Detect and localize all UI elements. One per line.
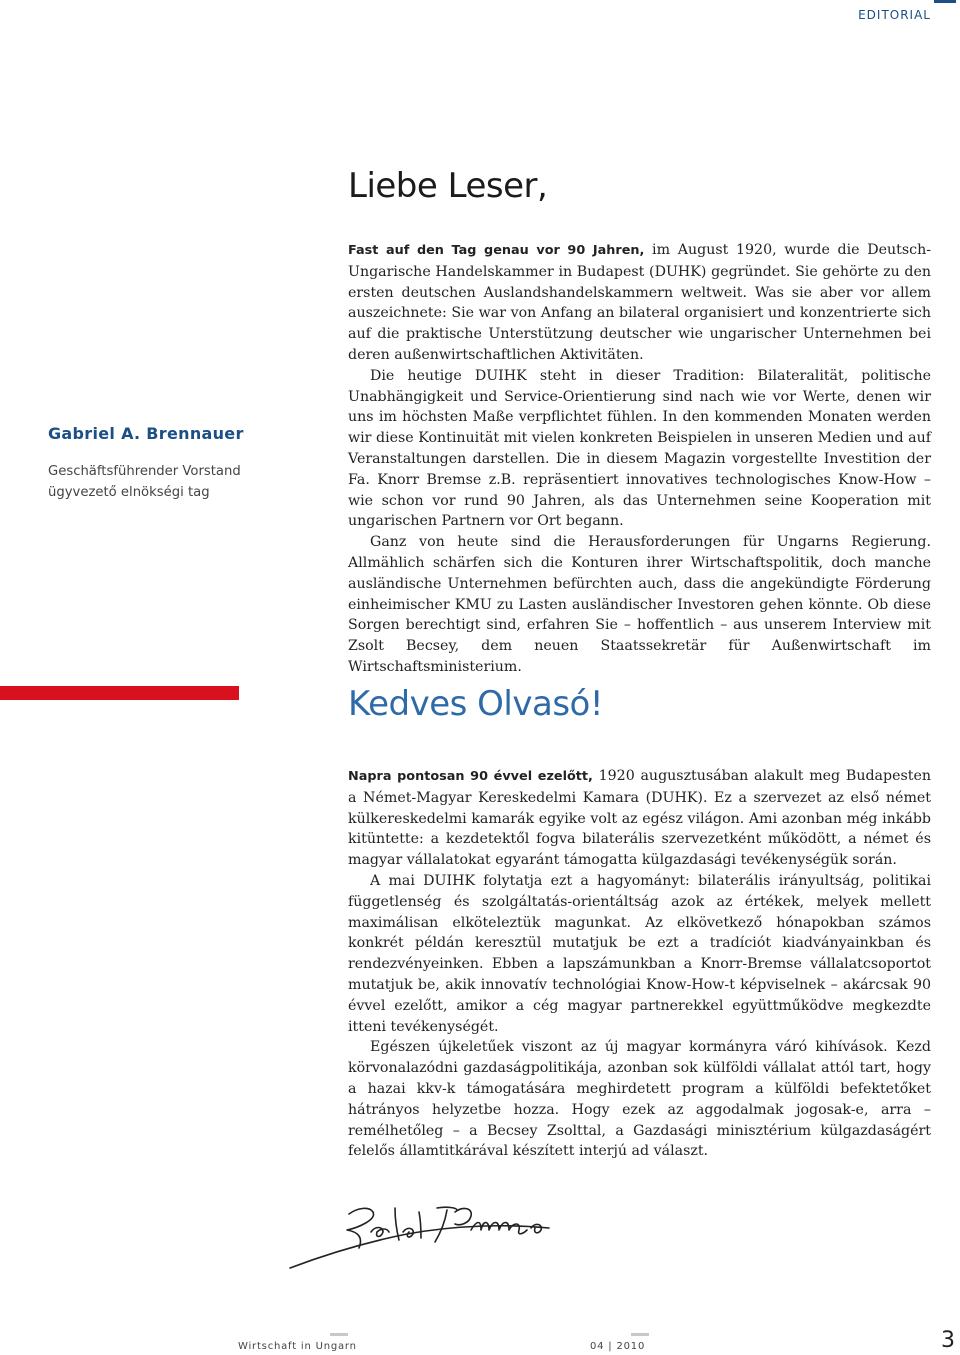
hungarian-body [348,766,931,1162]
hungarian-paragraph-2: A mai DUIHK folytatja ezt a hagyományt: bilaterális irányultság, politikai függetlenség és szolgáltatás-orientáltság azok az értékek, melyek mellett maximálisan elköteleztük magunkat. Az elkövetkező hónapokban számos konkrét példán keresztül mutatjuk be ezt a tradíciót kiadványainkban és rendezvényeinken. Ebben a lapszámunkban a Knorr-Bremse vállalatcsoportot mutatjuk be, akik innovatív technológiai Know-How-t képviselnek – akárcsak 90 évvel ezelőtt, amikor a cég magyar partnerekkel együttműködve megkezdte itteni tevékenységét. [348,872,931,1035]
author-block [48,424,244,503]
german-paragraph-1 [348,240,931,366]
author-name: Gabriel A. Brennauer [48,424,244,443]
header-accent-bar [934,0,956,3]
hungarian-paragraph-1 [348,766,931,871]
german-title: Liebe Leser, [348,166,548,206]
footer-mark-right [631,1333,649,1336]
hungarian-lead: Napra pontosan 90 évvel ezelőtt, [348,769,593,784]
german-paragraph-2: Die heutige DUIHK steht in dieser Tradition: Bilateralität, politische Unabhängigkeit und Service-Orientierung sind nach wie vor Werte, denen wir uns im höchsten Maße verpflichtet fühlen. In den kommenden Monaten werden wir diese Kontinuität mit vielen konkreten Beispielen in unseren Medien und auf Veranstaltungen darstellen. Die in diesem Magazin vorgestellte Investition der Fa. Knorr Bremse z.B. repräsentiert innovatives technologisches Know-How – wie schon vor rund 90 Jahren, als das Unternehmen seine Kooperation mit ungarischen Partnern vor Ort begann. [348,367,931,530]
german-paragraph-1-text: im August 1920, wurde die Deutsch-Ungarische Handelskammer in Budapest (DUHK) gegründet. Sie gehörte zu den ersten deutschen Auslandshandelskammern weltweit. Was sie aber vor allem auszeichnete: Sie war von Anfang an bilateral organisiert und konzentrierte sich auf die praktische Unterstützung deutscher wie ungarischer Unternehmen bei deren außenwirtschaftlichen Aktivitäten. [348,242,932,363]
page-number: 3 [941,1328,955,1353]
footer-mark-left [330,1333,348,1336]
hungarian-title: Kedves Olvasó! [348,684,603,724]
author-role-german: Geschäftsführender Vorstand [48,464,241,479]
section-label: EDITORIAL [858,8,931,22]
hungarian-paragraph-1-text: 1920 augusztusában alakult meg Budapesten a Német-Magyar Kereskedelmi Kamara (DUHK). Ez a szervezet az első német külkereskedelmi kamarák egyike volt az egész világon. Ami azonban még inkább kitüntette: a kezdetektől fogva bilaterális szervezetként működött, a német és magyar vállalatokat egyaránt támogatta külgazdasági tevékenységük során. [348,768,931,869]
signature-icon [287,1198,557,1274]
german-paragraph-3: Ganz von heute sind die Herausforderungen für Ungarns Regierung. Allmählich schärfen sich die Konturen ihrer Wirtschaftspolitik, doch manche ausländische Unternehmen befürchten auch, dass die angekündigte Förderung einheimischer KMU zu Lasten ausländischer Investoren gehen könnte. Ob diese Sorgen berechtigt sind, erfahren Sie – hoffentlich – aus unserem Interview mit Zsolt Becsey, dem neuen Staatssekretär für Außenwirtschaft im Wirtschaftsministerium. [348,534,931,675]
hungarian-paragraph-3: Egészen újkeletűek viszont az új magyar kormányra váró kihívások. Kezd körvonalazódni gazdaságpolitikája, azonban sok külföldi vállalat attól tart, hogy a hazai kkv-k támogatására meghirdetett program a külföldi befektetőket hátrányos helyzetbe hozza. Hogy ezek az aggodalmak jogosak-e, arra – remélhetőleg – a Becsey Zsolttal, a Gazdasági minisztérium külgazdaságért felelős államtitkárával készített interjú ad választ. [348,1039,931,1160]
red-divider-bar [0,686,239,700]
german-body [348,240,931,678]
author-role-hungarian: ügyvezető elnökségi tag [48,485,210,500]
footer-publication: Wirtschaft in Ungarn [238,1341,357,1352]
footer-issue: 04 | 2010 [590,1341,646,1352]
german-lead: Fast auf den Tag genau vor 90 Jahren, [348,243,645,258]
